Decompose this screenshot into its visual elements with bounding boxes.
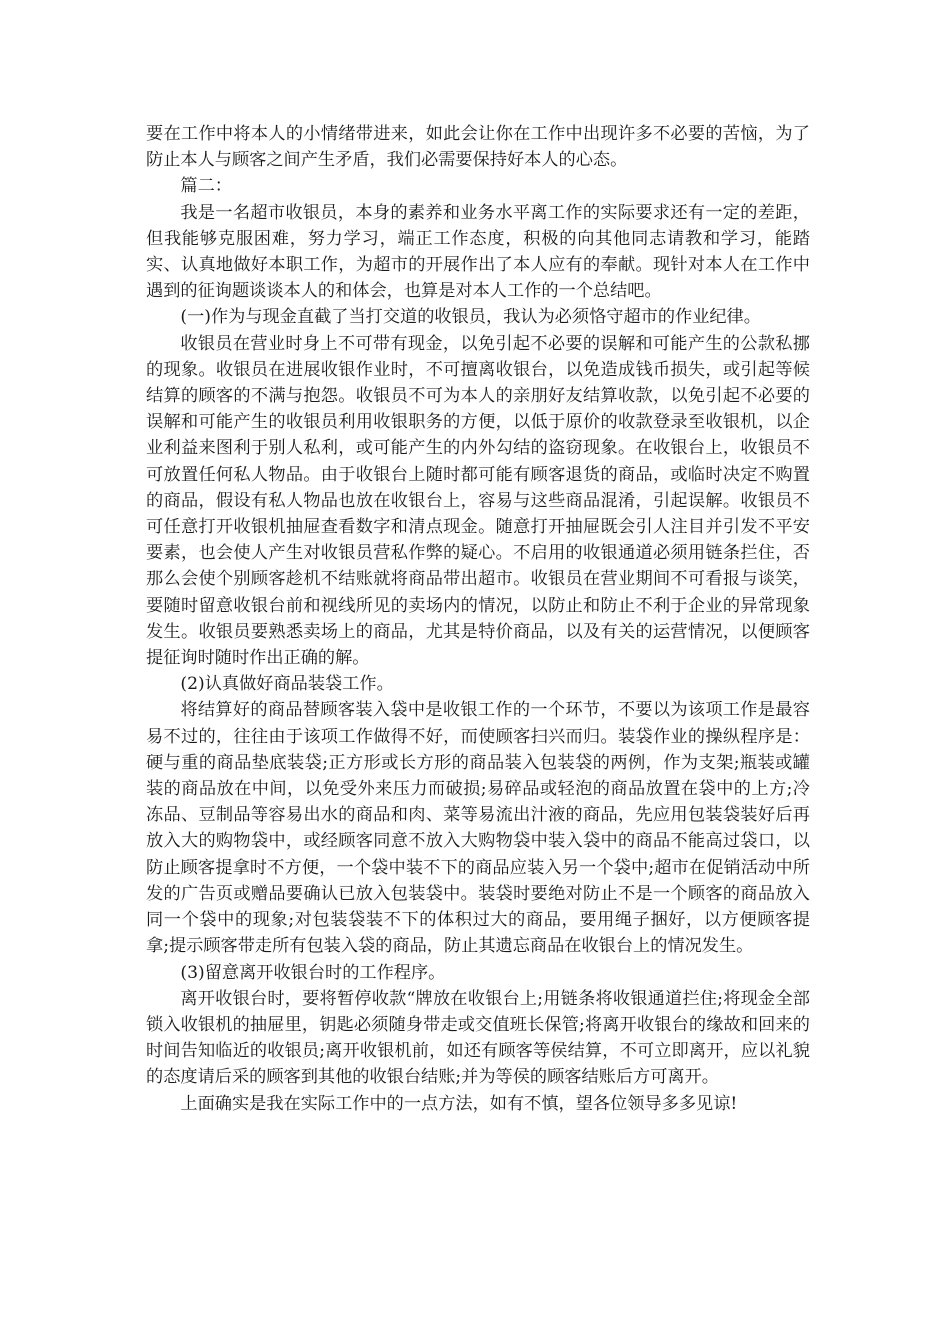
section-heading-leaving: (3)留意离开收银台时的工作程序。 (180, 962, 446, 983)
document-body (146, 121, 810, 1117)
section-heading-bagging: (2)认真做好商品装袋工作。 (180, 674, 394, 695)
paragraph-discipline: 收银员在营业时身上不可带有现金，以免引起不必要的误解和可能产生的公款私挪的现象。收银员在进展收银作业时，不可擅离收银台，以免造成钱币损失，或引起等候结算的顾客的不满与抱怨。收银员不可为本人的亲朋好友结算收款，以免引起不必要的误解和可能产生的收银员利用收银职务的方便，以低于原价的收款登录至收银机，以企业利益来图利于别人私利，或可能产生的内外勾结的盗窃现象。在收银台上，收银员不可放置任何私人物品。由于收银台上随时都可能有顾客退货的商品，或临时决定不购置的商品，假设有私人物品也放在收银台上，容易与这些商品混淆，引起误解。收银员不可任意打开收银机抽屉查看数字和清点现金。随意打开抽屉既会引人注目并引发不平安要素，也会使人产生对收银员营私作弊的疑心。不启用的收银通道必须用链条拦住，否那么会使个别顾客趁机不结账就将商品带出超市。收银员在营业期间不可看报与谈笑，要随时留意收银台前和视线所见的卖场内的情况，以防止和防止不利于企业的异常现象发生。收银员要熟悉卖场上的商品，尤其是特价商品，以及有关的运营情况，以便顾客提征询时随时作出正确的解。 (146, 333, 810, 669)
paragraph-intro: 我是一名超市收银员，本身的素养和业务水平离工作的实际要求还有一定的差距，但我能够克服困难，努力学习，端正工作态度，积极的向其他同志请教和学习，能踏实、认真地做好本职工作，为超市的开展作出了本人应有的奉献。现针对本人在工作中遇到的征询题谈谈本人的和体会，也算是对本人工作的一个总结吧。 (146, 202, 810, 302)
section-heading-discipline: (一)作为与现金直截了当打交道的收银员，我认为必须恪守超市的作业纪律。 (180, 307, 761, 328)
paragraph-leaving: 离开收银台时，要将暂停收款“牌放在收银台上;用链条将收银通道拦住;将现金全部锁入收银机的抽屉里，钥匙必须随身带走或交值班长保管;将离开收银台的缘故和回来的时间告知临近的收银员;离开收银机前，如还有顾客等侯结算，不可立即离开，应以礼貌的态度请后采的顾客到其他的收银台结账;并为等侯的顾客结账后方可离开。 (146, 988, 810, 1088)
section-heading-part-two: 篇二： (180, 176, 232, 197)
paragraph-closing: 上面确实是我在实际工作中的一点方法，如有不慎，望各位领导多多见谅! (180, 1093, 738, 1114)
paragraph-continuation: 要在工作中将本人的小情绪带进来，如此会让你在工作中出现许多不必要的苦恼，为了防止本人与顾客之间产生矛盾，我们必需要保持好本人的心态。 (146, 124, 810, 171)
paragraph-bagging: 将结算好的商品替顾客装入袋中是收银工作的一个环节，不要以为该项工作是最容易不过的，往往由于该项工作做得不好，而使顾客扫兴而归。装袋作业的操纵程序是：硬与重的商品垫底装袋;正方形或长方形的商品装入包装袋的两例，作为支架;瓶装或罐装的商品放在中间，以免受外来压力而破损;易碎品或轻泡的商品放置在袋中的上方;冷冻品、豆制品等容易出水的商品和肉、菜等易流出汁液的商品，先应用包装袋装好后再放入大的购物袋中，或经顾客同意不放入大购物袋中装入袋中的商品不能高过袋口，以防止顾客提拿时不方便，一个袋中装不下的商品应装入另一个袋中;超市在促销活动中所发的广告页或赠品要确认已放入包装袋中。装袋时要绝对防止不是一个顾客的商品放入同一个袋中的现象;对包装袋装不下的体积过大的商品，要用绳子捆好，以方便顾客提拿;提示顾客带走所有包装入袋的商品，防止其遗忘商品在收银台上的情况发生。 (146, 700, 810, 957)
